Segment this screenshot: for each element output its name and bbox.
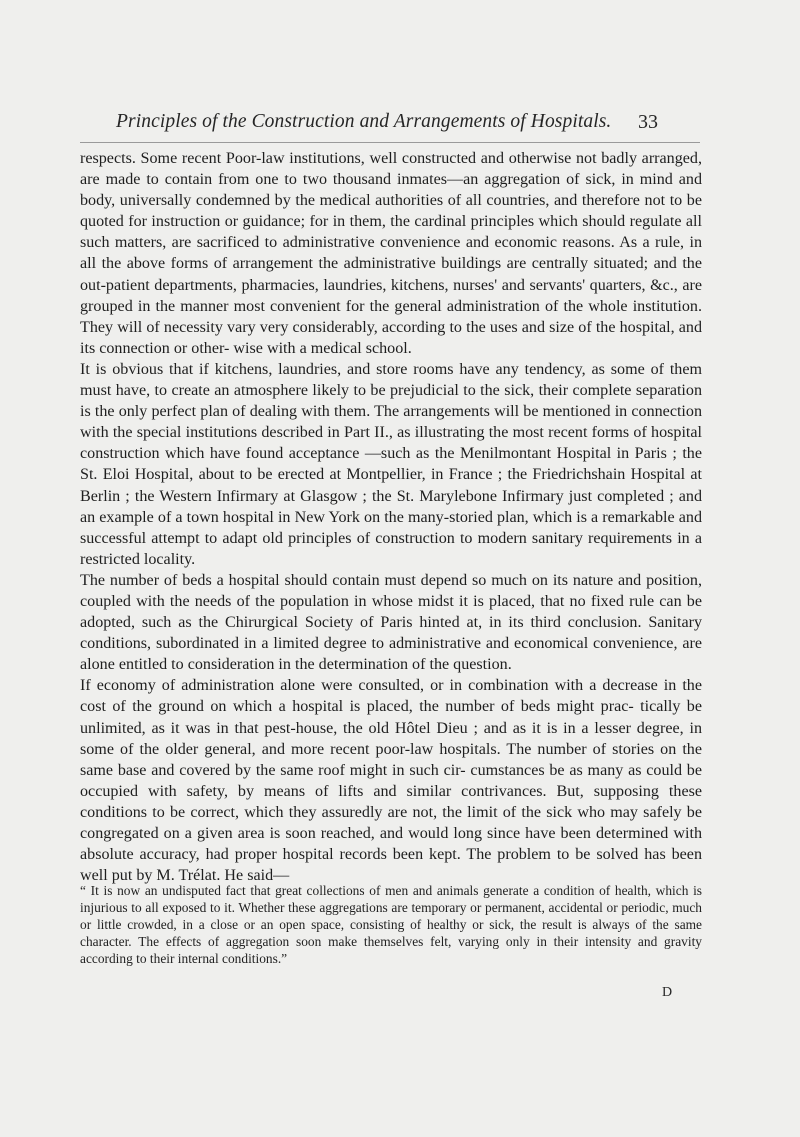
paragraph: The number of beds a hospital should contain must depend so much on its nature and position, coupled with the needs of the population in whose midst it is placed, that no fixed rule can be adopted, such as the Chirurgical Society of Paris hinted at, in its third conclusion. Sanitary conditions, subordinated in a limited degree to administrative and economical convenience, are alone entitled to consideration in the determination of the question. [80,571,702,674]
running-head: Principles of the Construction and Arrangements of Hospitals. [116,111,612,132]
block-quote: “ It is now an undisputed fact that great collections of men and animals generate a condition of health, which is injurious to all exposed to it. Whether these aggregations are temporary or permanent, accidental or periodic, much or little crowded, in a close or an open space, consisting of healthy or sick, the result is always of the same character. The effects of aggregation soon make themselves felt, varying only in their intensity and gravity according to their internal conditions.” [80,883,702,966]
header-rule [80,142,700,143]
signature-mark: D [662,985,673,1000]
paragraph: respects. Some recent Poor-law institutions, well constructed and otherwise not badly arranged, are made to contain from one to two thousand inmates—an aggregation of sick, in mind and body, universally condemned by the medical authorities of all countries, and therefore not to be quoted for instruction or guidance; for in them, the cardinal principles which should regulate all such matters, are sacrificed to administrative convenience and economic reasons. As a rule, in all the above forms of arrangement the administrative buildings are centrally situated; and the out-patient departments, pharmacies, laundries, kitchens, nurses' and servants' quarters, &c., are grouped in the manner most convenient for the general administration of the whole institution. They will of necessity vary very considerably, according to the uses and size of the hospital, and its connection or other- wise with a medical school. [80,150,702,357]
paragraph: If economy of administration alone were consulted, or in combination with a decrease in the cost of the ground on which a hospital is placed, the number of beds might prac- tically be unlimited, as it was in that pest-house, the old Hôtel Dieu ; and as it is in a lesser degree, in some of the older general, and more recent poor-law hospitals. The number of stories on the same base and covered by the same roof might in such cir- cumstances be as many as could be occupied with safety, by means of lifts and similar contrivances. But, supposing these conditions to be correct, which they assuredly are not, the limit of the sick who may safely be congregated on a given area is soon reached, and would long since have been determined with absolute accuracy, had proper hospital records been kept. The problem to be solved has been well put by M. Trélat. He said— [80,677,702,885]
body-text [80,148,702,886]
page-number: 33 [638,111,658,133]
paragraph: It is obvious that if kitchens, laundries, and store rooms have any tendency, as some of them must have, to create an atmosphere likely to be prejudicial to the sick, their complete separation is the only perfect plan of dealing with them. The arrangements will be mentioned in connection with the special institutions described in Part II., as illustrating the most recent forms of hospital construction which have found acceptance —such as the Menilmontant Hospital in Paris ; the St. Eloi Hospital, about to be erected at Montpellier, in France ; the Friedrichshain Hospital at Berlin ; the Western Infirmary at Glasgow ; the St. Marylebone Infirmary just completed ; and an example of a town hospital in New York on the many-storied plan, which is a remarkable and successful attempt to adapt old principles of construction to modern sanitary requirements in a restricted locality. [80,360,702,568]
